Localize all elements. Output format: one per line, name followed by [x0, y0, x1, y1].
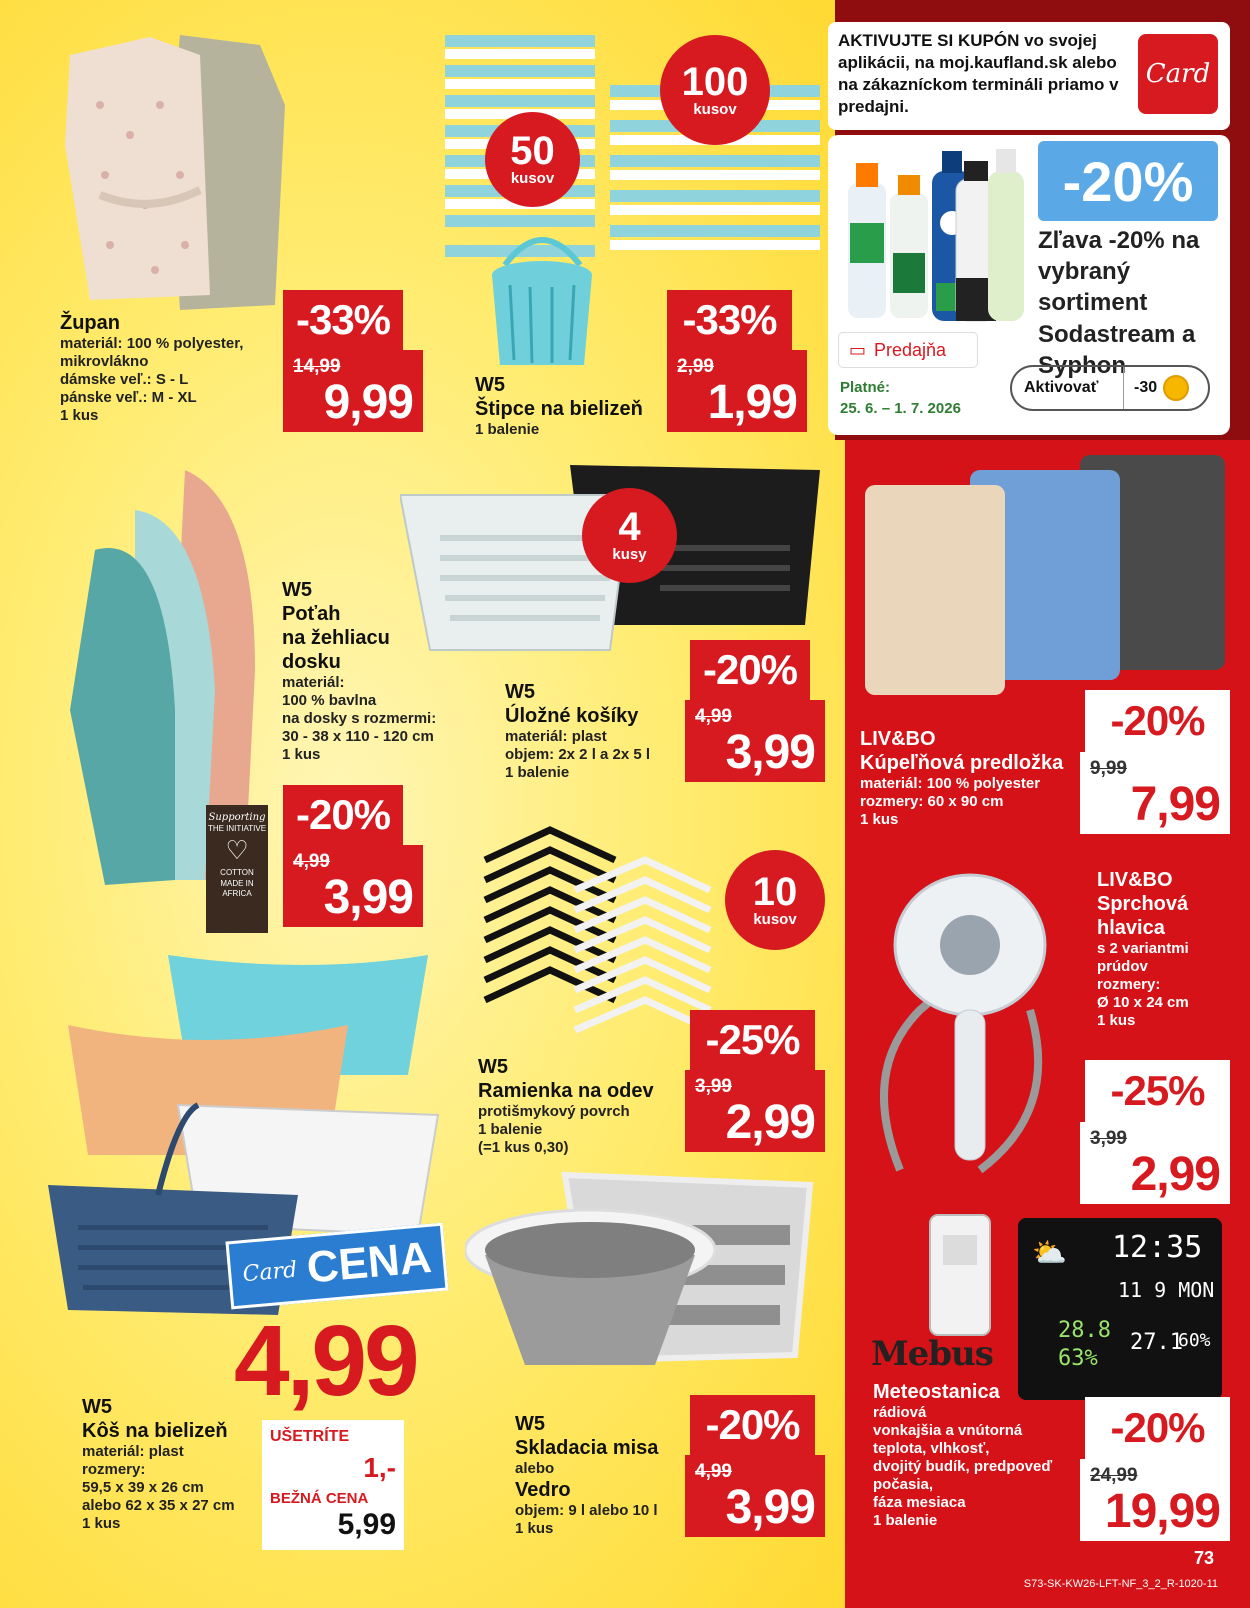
kosiky-detail: objem: 2x 2 l a 2x 5 l	[505, 746, 651, 763]
w5-tag: W5	[475, 374, 505, 396]
kos-card-price: 4,99	[234, 1305, 417, 1417]
ramienka-discount: -25%	[690, 1010, 815, 1070]
potah-pricebox	[283, 845, 423, 927]
store-label: Predajňa	[874, 339, 947, 360]
bubble-unit: kusov	[510, 170, 555, 188]
zupan-detail: mikrovlákno	[60, 353, 149, 370]
bubble-count: 100	[681, 59, 749, 104]
bubble-unit: kusov	[693, 100, 737, 118]
kosiky-price: 3,99	[725, 726, 815, 779]
weather-station-sensor-image	[925, 1210, 995, 1340]
meteo-old-price: 24,99	[1090, 1465, 1138, 1486]
predlozka-price: 7,99	[1130, 778, 1220, 831]
display-temp-outdoor: 27.1	[1130, 1330, 1183, 1355]
display-humidity-outdoor: 60%	[1178, 1330, 1211, 1351]
ramienka-name: Ramienka na odev	[478, 1080, 654, 1102]
meteo-detail: teplota, vlhkosť,	[873, 1440, 990, 1457]
coupon-validity	[840, 377, 961, 419]
coin-icon	[1163, 375, 1189, 401]
meteo-detail: dvojitý budík, predpoveď	[873, 1458, 1053, 1475]
display-temp-indoor: 28.8	[1058, 1318, 1111, 1343]
clothespin-basket-image	[480, 225, 605, 375]
ramienka-pricebox	[685, 1070, 825, 1152]
shower-head-image	[860, 870, 1080, 1190]
kos-detail: 59,5 x 39 x 26 cm	[82, 1479, 204, 1496]
badge-text: AFRICA	[222, 888, 252, 898]
potah-name: na žehliacu	[282, 627, 390, 649]
hlavica-name: Sprchová	[1097, 893, 1189, 915]
weather-station-display	[1018, 1218, 1222, 1400]
ramienka-price: 2,99	[725, 1096, 815, 1149]
predlozka-brand: LIV&BO	[860, 728, 936, 750]
zupan-name: Župan	[60, 312, 120, 334]
hlavica-price: 2,99	[1130, 1148, 1220, 1201]
misa-detail: 1 kus	[515, 1520, 554, 1537]
bubble-count: 10	[752, 869, 798, 914]
meteo-discount: -20%	[1085, 1397, 1230, 1459]
ramienka-detail: (=1 kus 0,30)	[478, 1139, 569, 1156]
predlozka-detail: rozmery: 60 x 90 cm	[860, 793, 1004, 810]
predlozka-old-price: 9,99	[1090, 758, 1127, 779]
bubble-count: 50	[510, 129, 555, 174]
africa-heart-icon: ♡	[225, 835, 249, 866]
ramienka-detail: 1 balenie	[478, 1121, 543, 1138]
clothespins-50-bubble	[485, 112, 580, 207]
w5-tag: W5	[515, 1413, 545, 1435]
stipce-pricebox	[667, 350, 807, 432]
hlavica-brand: LIV&BO	[1097, 869, 1173, 891]
meteo-detail: vonkajšia a vnútorná	[873, 1422, 1023, 1439]
badge-text: MADE IN	[220, 878, 254, 888]
misa-name2: Vedro	[515, 1479, 571, 1501]
valid-dates: 25. 6. – 1. 7. 2026	[840, 400, 961, 417]
w5-tag: W5	[282, 579, 312, 601]
kosiky-text	[505, 680, 685, 782]
display-date: 11 9 MON	[1118, 1278, 1215, 1302]
stipce-text	[475, 373, 675, 439]
hlavica-discount: -25%	[1085, 1060, 1230, 1122]
bubble-count: 4	[618, 505, 641, 550]
hangers-10-bubble	[725, 850, 825, 950]
zupan-detail: 1 kus	[60, 407, 99, 424]
w5-tag: W5	[505, 681, 535, 703]
meteo-name: Meteostanica	[873, 1381, 1000, 1403]
cena-label: CENA	[304, 1232, 434, 1293]
kosiky-detail: materiál: plast	[505, 728, 607, 745]
display-humidity-indoor: 63%	[1058, 1346, 1098, 1371]
stipce-discount: -33%	[667, 290, 792, 350]
potah-detail: 30 - 38 x 110 - 120 cm	[282, 728, 434, 745]
potah-discount: -20%	[283, 785, 403, 845]
ramienka-old-price: 3,99	[695, 1076, 732, 1097]
predlozka-pricebox	[1080, 752, 1230, 834]
display-time: 12:35	[1112, 1230, 1203, 1265]
kosiky-detail: 1 balenie	[505, 764, 570, 781]
meteo-text	[873, 1380, 1088, 1530]
stipce-name: Štipce na bielizeň	[475, 398, 643, 420]
activate-coupon-button[interactable]	[1010, 365, 1210, 411]
hlavica-detail: prúdov	[1097, 958, 1148, 975]
zupan-old-price: 14,99	[293, 356, 341, 377]
zupan-discount: -33%	[283, 290, 403, 350]
badge-text: Supporting	[208, 812, 266, 823]
ramienka-detail: protišmykový povrch	[478, 1103, 630, 1120]
hlavica-text	[1097, 868, 1237, 1030]
coupon-banner-text: AKTIVUJTE SI KUPÓN vo svojej aplikácii, na moj.kaufland.sk alebo na zákazníckom termináli priamo v predajni.	[838, 31, 1119, 117]
misa-alt: alebo	[515, 1460, 555, 1477]
predlozka-discount: -20%	[1085, 690, 1230, 752]
potah-detail: 100 % bavlna	[282, 692, 377, 709]
catalog-code: S73-SK-KW26-LFT-NF_3_2_R-1020-11	[1023, 1578, 1218, 1590]
hlavica-detail: Ø 10 x 24 cm	[1097, 994, 1189, 1011]
w5-tag: W5	[478, 1056, 508, 1078]
clothespins-100-bubble	[660, 35, 770, 145]
zupan-detail: dámske veľ.: S - L	[60, 371, 189, 388]
kos-text	[82, 1395, 262, 1533]
hlavica-pricebox	[1080, 1122, 1230, 1204]
coupon-banner	[828, 22, 1230, 130]
coupon-card[interactable]	[828, 135, 1230, 435]
activate-label: Aktivovať	[1012, 367, 1124, 409]
potah-detail: na dosky s rozmermi:	[282, 710, 437, 727]
potah-name: dosku	[282, 651, 341, 673]
bubble-unit: kusy	[612, 546, 647, 564]
predlozka-detail: materiál: 100 % polyester	[860, 775, 1041, 792]
meteo-detail: počasia,	[873, 1476, 934, 1493]
hlavica-detail: 1 kus	[1097, 1012, 1136, 1029]
badge-text: THE INITIATIVE	[207, 824, 267, 833]
bathrobe-image	[60, 25, 290, 315]
zupan-price: 9,99	[323, 376, 413, 429]
store-button[interactable]	[838, 332, 978, 368]
potah-name: Poťah	[282, 603, 341, 625]
misa-pricebox	[685, 1455, 825, 1537]
misa-text	[515, 1412, 695, 1538]
stipce-price: 1,99	[707, 376, 797, 429]
coupon-discount-badge: -20%	[1038, 141, 1218, 221]
w5-tag: W5	[82, 1396, 112, 1418]
ramienka-text	[478, 1055, 678, 1157]
save-label: UŠETRÍTE	[270, 1428, 350, 1445]
potah-detail: materiál:	[282, 674, 345, 691]
savings-box	[262, 1420, 404, 1550]
meteo-price: 19,99	[1104, 1485, 1220, 1538]
store-icon: ▭	[849, 339, 867, 360]
potah-detail: 1 kus	[282, 746, 321, 763]
predlozka-detail: 1 kus	[860, 811, 899, 828]
misa-old-price: 4,99	[695, 1461, 732, 1482]
kos-detail: rozmery:	[82, 1461, 146, 1478]
valid-label: Platné:	[840, 379, 891, 396]
predlozka-name: Kúpeľňová predložka	[860, 752, 1064, 774]
kos-name: Kôš na bielizeň	[82, 1420, 228, 1442]
collapsible-bowl-bucket-image	[465, 1165, 830, 1395]
kos-detail: 1 kus	[82, 1515, 121, 1532]
predlozka-text	[860, 727, 1080, 829]
meteo-detail: rádiová	[873, 1404, 927, 1421]
meteo-detail: fáza mesiaca	[873, 1494, 966, 1511]
misa-discount: -20%	[690, 1395, 815, 1455]
kos-detail: materiál: plast	[82, 1443, 184, 1460]
mebus-logo: Mebus	[871, 1334, 993, 1374]
bubble-unit: kusov	[753, 910, 797, 928]
potah-price: 3,99	[323, 871, 413, 924]
regular-price-label: BEŽNÁ CENA	[270, 1490, 369, 1507]
kosiky-pricebox	[685, 700, 825, 782]
kosiky-name: Úložné košíky	[505, 705, 639, 727]
misa-name: Skladacia misa	[515, 1437, 659, 1459]
hlavica-detail: s 2 variantmi	[1097, 940, 1189, 957]
baskets-4-bubble	[582, 488, 677, 583]
coupon-description: Zľava -20% na vybraný sortiment Sodastream a Syphon	[1038, 227, 1200, 379]
hlavica-old-price: 3,99	[1090, 1128, 1127, 1149]
cloud-sun-icon: ⛅	[1032, 1237, 1067, 1268]
bath-mats-image	[865, 450, 1230, 700]
badge-text: COTTON	[220, 868, 254, 878]
hlavica-detail: rozmery:	[1097, 976, 1161, 993]
potah-old-price: 4,99	[293, 851, 330, 872]
zupan-detail: pánske veľ.: M - XL	[60, 389, 197, 406]
stipce-old-price: 2,99	[677, 356, 714, 377]
sodastream-bottles-image	[838, 143, 1028, 325]
zupan-text	[60, 311, 280, 425]
stipce-detail: 1 balenie	[475, 421, 540, 438]
save-value: 1,-	[363, 1452, 396, 1483]
misa-detail: objem: 9 l alebo 10 l	[515, 1502, 658, 1519]
hlavica-name: hlavica	[1097, 917, 1165, 939]
card-logo-icon: Card	[1138, 34, 1218, 114]
misa-price: 3,99	[725, 1481, 815, 1534]
regular-price-value: 5,99	[337, 1508, 396, 1541]
kos-detail: alebo 62 x 35 x 27 cm	[82, 1497, 235, 1514]
kosiky-old-price: 4,99	[695, 706, 732, 727]
hangers-image	[475, 800, 715, 1050]
page-number: 73	[1193, 1548, 1214, 1568]
card-label: Card	[241, 1257, 299, 1287]
cotton-made-in-africa-badge	[206, 805, 268, 933]
zupan-pricebox	[283, 350, 423, 432]
zupan-detail: materiál: 100 % polyester,	[60, 335, 244, 352]
points-value: -30	[1124, 375, 1189, 401]
meteo-detail: 1 balenie	[873, 1512, 938, 1529]
meteo-pricebox	[1080, 1459, 1230, 1541]
kosiky-discount: -20%	[690, 640, 810, 700]
